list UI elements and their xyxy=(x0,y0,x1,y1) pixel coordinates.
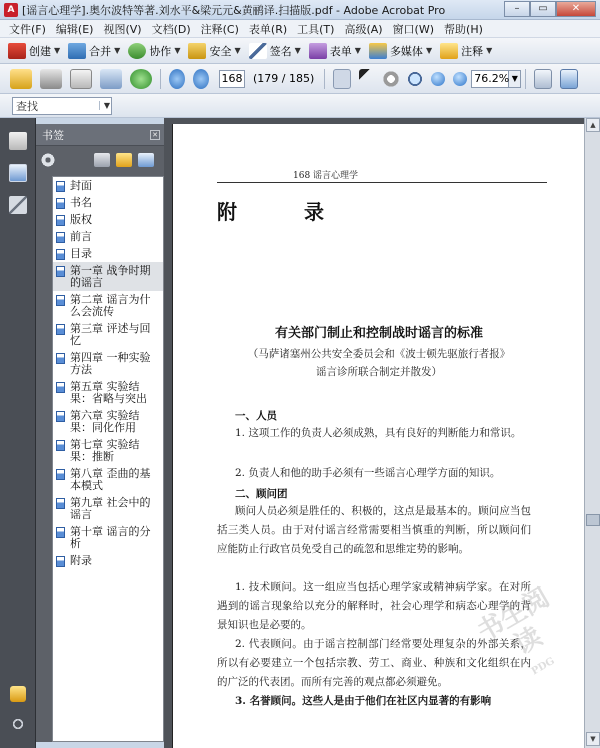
create-button[interactable] xyxy=(6,40,66,62)
bookmark-item-chapter-9[interactable] xyxy=(53,494,163,523)
bookmark-icon xyxy=(56,215,65,226)
comment-icon xyxy=(440,43,458,59)
multimedia-button[interactable] xyxy=(367,40,438,62)
find-input-text: 查找 xyxy=(16,99,38,113)
lock-icon xyxy=(188,43,206,59)
multimedia-icon xyxy=(369,43,387,59)
toolbar-divider xyxy=(160,69,161,89)
sign-button[interactable] xyxy=(247,40,307,62)
zoom-in-icon[interactable] xyxy=(453,72,467,86)
window-title: [谣言心理学].奥尔波特等著.刘水平&梁元元&黄鹂译.扫描版.pdf - Adobe Acrobat Pro xyxy=(22,3,446,17)
fit-page-icon[interactable] xyxy=(534,69,552,89)
bookmark-label: 书名 xyxy=(70,196,92,209)
select-arrow-icon[interactable] xyxy=(359,69,375,89)
toolbar-divider xyxy=(324,69,325,89)
menu-advanced[interactable]: 高级(A) xyxy=(344,22,383,36)
bookmark-icon xyxy=(56,498,65,509)
expand-bookmark-icon[interactable] xyxy=(138,153,154,167)
combine-label: 合并 xyxy=(89,44,112,58)
header-rule xyxy=(217,182,547,183)
tasks-toolbar xyxy=(0,38,600,64)
bookmark-icon xyxy=(56,382,65,393)
maximize-button[interactable]: ▭ xyxy=(530,1,556,17)
page-number-input[interactable]: 168 xyxy=(219,70,245,88)
open-folder-icon[interactable] xyxy=(10,69,32,89)
scroll-down-arrow-icon[interactable]: ▼ xyxy=(586,732,600,746)
bookmark-label: 附录 xyxy=(70,554,92,567)
bookmarks-panel-icon[interactable] xyxy=(9,164,27,182)
delete-bookmark-trash-icon[interactable] xyxy=(94,153,110,167)
create-label: 创建 xyxy=(29,44,51,58)
comment-label: 注释 xyxy=(461,44,484,58)
menu-edit[interactable]: 编辑(E) xyxy=(55,22,94,36)
toolbar-divider xyxy=(525,69,526,89)
bookmarks-toolbar xyxy=(36,146,164,174)
bookmarks-panel xyxy=(36,124,164,742)
find-toolbar xyxy=(0,94,600,118)
scrollbar-thumb[interactable] xyxy=(586,514,600,526)
bookmark-item-title[interactable] xyxy=(53,194,163,211)
subtitle-line-1: （马萨诸塞州公共安全委员会和《波士顿先驱旅行者报》 xyxy=(247,348,511,360)
paragraph-4: 1. 技术顾问。这一组应当包括心理学家或精神病学家。在对所遇到的谣言现象给以充分的解释时，社会心理学和病态心理学的背景知识也是必要的。 xyxy=(217,581,531,631)
bookmark-label: 第十章 谣言的分析 xyxy=(70,525,151,550)
menu-tools[interactable]: 工具(T) xyxy=(297,22,335,36)
vertical-scrollbar[interactable] xyxy=(584,118,600,748)
menu-file[interactable]: 文件(F) xyxy=(9,22,46,36)
chevron-down-icon: ▼ xyxy=(354,46,361,55)
bookmark-item-contents[interactable] xyxy=(53,245,163,262)
bookmark-item-chapter-3[interactable] xyxy=(53,320,163,349)
secure-button[interactable] xyxy=(186,40,246,62)
bookmark-item-copyright[interactable] xyxy=(53,211,163,228)
bookmark-icon xyxy=(56,266,65,277)
appendix-title: 附 录 xyxy=(217,200,354,224)
bookmark-item-appendix[interactable] xyxy=(53,552,163,569)
heading-advisors: 二、顾问团 xyxy=(235,488,288,500)
bookmark-icon xyxy=(56,411,65,422)
bookmark-icon xyxy=(56,353,65,364)
menu-forms[interactable]: 表单(R) xyxy=(248,22,288,36)
bookmark-item-chapter-8[interactable] xyxy=(53,465,163,494)
chevron-down-icon: ▼ xyxy=(294,46,301,55)
email-icon[interactable] xyxy=(70,69,92,89)
bookmark-item-chapter-5[interactable] xyxy=(53,378,163,407)
section-title: 有关部门制止和控制战时谣言的标准 xyxy=(274,326,483,341)
next-page-icon[interactable] xyxy=(193,69,209,89)
menu-bar xyxy=(0,20,600,38)
collaborate-label: 协作 xyxy=(149,44,172,58)
collaborate-button[interactable] xyxy=(126,40,186,62)
paragraph-3: 顾问人员必须是胜任的、积极的，这点是最基本的。顾问应当包括三类人员。由于对付谣言经常需要相当慎重的判断，所以顾问们应能防止行政官员免受自己的疏忽和思维定势的影响。 xyxy=(217,505,531,555)
chevron-down-icon: ▼ xyxy=(54,46,61,55)
bookmark-label: 第五章 实验结果：省略与突出 xyxy=(70,380,147,405)
title-bar xyxy=(0,0,600,20)
paragraph-5: 2. 代表顾问。由于谣言控制部门经常要处理复杂的外部关系，所以有必要建立一个包括宗教、劳工、商业、种族和文化组织在内的广泛的代表团。而所有完善的观点都必须避免。 xyxy=(217,638,531,688)
bookmark-label: 第六章 实验结果：同化作用 xyxy=(70,409,140,434)
scroll-up-arrow-icon[interactable]: ▲ xyxy=(586,118,600,132)
create-pdf-icon xyxy=(8,43,26,59)
paragraph-2: 2. 负责人和他的助手必须有一些谣言心理学方面的知识。 xyxy=(235,467,501,479)
bookmark-label: 第三章 评述与回忆 xyxy=(70,322,151,347)
options-gear-icon[interactable] xyxy=(40,153,56,167)
close-button[interactable]: ✕ xyxy=(556,1,596,17)
new-bookmark-icon[interactable] xyxy=(116,153,132,167)
bookmark-item-chapter-4[interactable] xyxy=(53,349,163,378)
zoom-level-input[interactable]: 76.2% xyxy=(471,70,509,88)
heading-personnel: 一、人员 xyxy=(235,410,277,422)
bookmark-icon xyxy=(56,469,65,480)
menu-help[interactable]: 帮助(H) xyxy=(444,22,483,36)
bookmark-label: 第七章 实验结果：推断 xyxy=(70,438,140,463)
bookmark-label: 第二章 谣言为什么会流传 xyxy=(70,293,151,318)
bookmark-item-chapter-7[interactable] xyxy=(53,436,163,465)
bookmark-icon xyxy=(56,198,65,209)
pen-icon xyxy=(249,43,267,59)
watermark-sub: PDG xyxy=(529,655,557,678)
paragraph-6: 3. 名誉顾问。这些人是由于他们在社区内显著的有影响 xyxy=(235,695,492,707)
paragraph-1: 1. 这项工作的负责人必须成熟，具有良好的判断能力和常识。 xyxy=(235,427,522,439)
bookmark-icon xyxy=(56,527,65,538)
bookmark-label: 版权 xyxy=(70,213,92,226)
sign-label: 签名 xyxy=(269,44,292,58)
zoom-out-icon[interactable] xyxy=(431,72,445,86)
bookmark-icon xyxy=(56,295,65,306)
collaborate-icon xyxy=(128,43,146,59)
bookmark-icon xyxy=(56,249,65,260)
bookmarks-list xyxy=(52,176,164,742)
secure-label: 安全 xyxy=(209,44,232,58)
page-count: (179 / 185) xyxy=(253,72,315,85)
bookmark-icon xyxy=(56,440,65,451)
bookmark-icon xyxy=(56,324,65,335)
chevron-down-icon: ▼ xyxy=(486,46,493,55)
bookmarks-panel-title: 书签 xyxy=(42,128,64,142)
file-toolbar xyxy=(0,64,600,94)
bookmark-item-cover[interactable] xyxy=(53,177,163,194)
bookmark-item-chapter-10[interactable] xyxy=(53,523,163,552)
attachments-paperclip-icon[interactable] xyxy=(10,716,26,732)
chevron-down-icon: ▼ xyxy=(114,46,121,55)
forms-label: 表单 xyxy=(329,44,352,58)
bookmark-label: 封面 xyxy=(70,179,92,192)
bookmark-icon xyxy=(56,232,65,243)
find-input[interactable] xyxy=(12,97,112,115)
chevron-down-icon[interactable]: ▼ xyxy=(509,70,521,88)
bookmark-label: 目录 xyxy=(70,247,92,260)
bookmarks-panel-header xyxy=(36,124,164,146)
select-text-cursor-icon[interactable] xyxy=(333,69,351,89)
document-view[interactable] xyxy=(164,118,600,748)
bookmark-label: 第一章 战争时期的谣言 xyxy=(70,264,151,289)
bookmark-label: 第九章 社会中的谣言 xyxy=(70,496,151,521)
running-head: 168 谣言心理学 xyxy=(293,171,359,181)
chevron-down-icon: ▼ xyxy=(174,46,181,55)
bookmark-icon xyxy=(56,556,65,567)
print-icon[interactable] xyxy=(40,69,62,89)
bookmark-label: 第四章 一种实验方法 xyxy=(70,351,151,376)
comment-button[interactable] xyxy=(438,40,498,62)
chevron-down-icon: ▼ xyxy=(234,46,241,55)
bookmark-item-chapter-6[interactable] xyxy=(53,407,163,436)
bookmark-item-chapter-1[interactable] xyxy=(53,262,163,291)
zoom-marquee-icon[interactable] xyxy=(407,69,423,89)
menu-comments[interactable]: 注释(C) xyxy=(200,22,239,36)
share-icon[interactable] xyxy=(130,69,152,89)
watermark-text: 书生阅读 xyxy=(472,582,555,661)
full-screen-icon[interactable] xyxy=(560,69,578,89)
menu-view[interactable]: 视图(V) xyxy=(103,22,142,36)
chevron-down-icon: ▼ xyxy=(425,46,433,55)
acrobat-app-icon: A xyxy=(4,3,18,17)
bookmark-item-chapter-2[interactable] xyxy=(53,291,163,320)
hand-tool-icon[interactable] xyxy=(383,69,399,89)
signatures-panel-icon[interactable] xyxy=(9,196,27,214)
navigation-pane-strip xyxy=(0,118,36,748)
combine-button[interactable] xyxy=(66,40,126,62)
multimedia-label: 多媒体 xyxy=(389,44,423,58)
pdf-page xyxy=(172,124,584,748)
bookmark-label: 第八章 歪曲的基本模式 xyxy=(70,467,151,492)
save-icon[interactable] xyxy=(100,69,122,89)
bookmark-item-preface[interactable] xyxy=(53,228,163,245)
bookmark-icon xyxy=(56,181,65,192)
combine-icon xyxy=(68,43,86,59)
previous-page-icon[interactable] xyxy=(169,69,185,89)
bookmark-label: 前言 xyxy=(70,230,92,243)
subtitle-line-2: 谣言诊所联合制定并散发） xyxy=(316,366,442,378)
close-panel-icon[interactable]: ✕ xyxy=(150,130,160,140)
comments-panel-icon[interactable] xyxy=(10,686,26,702)
forms-icon xyxy=(309,43,327,59)
forms-button[interactable] xyxy=(307,40,367,62)
minimize-button[interactable]: – xyxy=(504,1,530,17)
menu-window[interactable]: 窗口(W) xyxy=(392,22,435,36)
chevron-down-icon[interactable]: ▼ xyxy=(99,101,111,110)
pages-panel-icon[interactable] xyxy=(9,132,27,150)
menu-document[interactable]: 文档(D) xyxy=(151,22,191,36)
